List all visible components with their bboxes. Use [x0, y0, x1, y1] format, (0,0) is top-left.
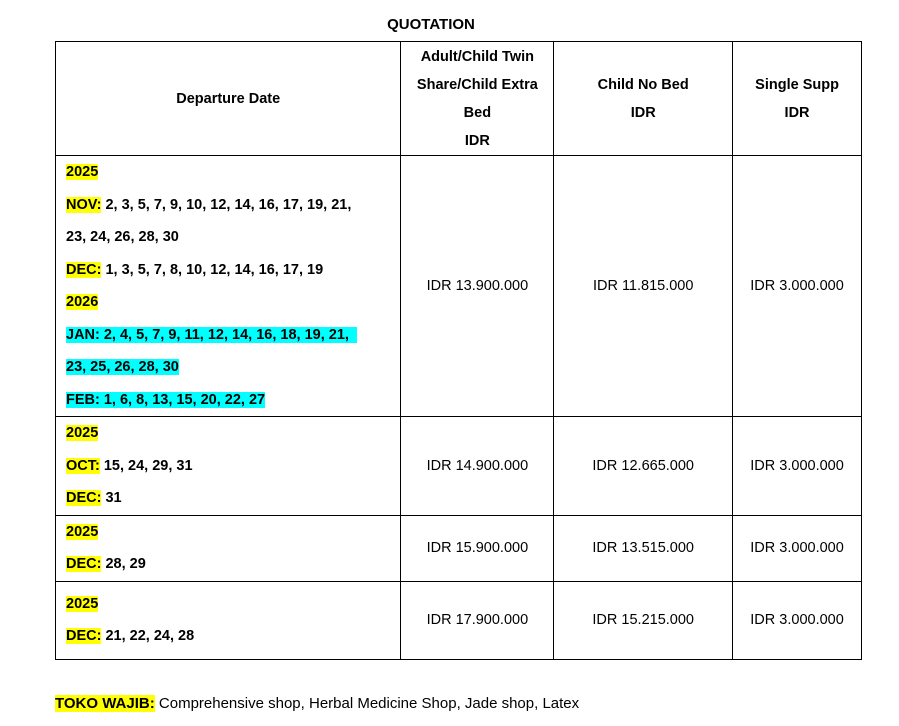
year-label: 2025 [66, 523, 99, 540]
year-label: 2026 [66, 294, 99, 310]
date-line [66, 286, 392, 319]
date-line [66, 548, 392, 581]
page-title: QUOTATION [387, 16, 475, 33]
header-departure-date [56, 42, 401, 156]
date-list: 2, 3, 5, 7, 9, 10, 12, 14, 16, 17, 19, 21, [101, 196, 352, 213]
table-row [56, 515, 862, 581]
year-label: 2025 [66, 595, 99, 612]
date-line [66, 254, 392, 287]
departure-dates-cell [56, 156, 401, 417]
header-adult-line-1: Adult/Child Twin [420, 48, 534, 65]
month-label: DEC: [66, 556, 102, 572]
header-departure-label: Departure Date [176, 90, 281, 107]
year-label: 2025 [66, 425, 99, 441]
header-adult-child-twin [401, 42, 554, 156]
date-line [66, 588, 392, 621]
table-row [56, 156, 862, 417]
adult-price-cell: IDR 13.900.000 [401, 156, 554, 417]
date-list: 31 [101, 490, 122, 506]
header-adult-line-2: Share/Child Extra [416, 76, 538, 93]
date-list: 21, 22, 24, 28 [101, 628, 195, 644]
departure-dates-cell [56, 515, 401, 581]
child-no-bed-price-cell: IDR 15.215.000 [554, 581, 733, 659]
date-list-highlighted: 23, 25, 26, 28, 30 [66, 359, 179, 375]
date-line [66, 620, 392, 653]
child-no-bed-price-cell: IDR 11.815.000 [554, 156, 733, 417]
header-cnb-currency: IDR [630, 104, 656, 121]
month-label: DEC: [66, 628, 102, 644]
adult-price-cell: IDR 15.900.000 [401, 515, 554, 581]
date-line [66, 482, 392, 515]
header-cnb-label: Child No Bed [597, 76, 689, 93]
header-adult-line-3: Bed [463, 104, 492, 121]
mandatory-shops-note [55, 695, 579, 712]
date-line [66, 516, 392, 549]
header-adult-currency: IDR [464, 132, 490, 149]
header-single-label: Single Supp [755, 76, 839, 93]
adult-price-cell: IDR 17.900.000 [401, 581, 554, 659]
month-label: NOV: [66, 196, 102, 213]
month-label: OCT: [66, 457, 100, 474]
mandatory-shops-label: TOKO WAJIB: [55, 695, 155, 712]
quotation-table [55, 41, 862, 660]
child-no-bed-price-cell: IDR 13.515.000 [554, 515, 733, 581]
date-line [66, 417, 392, 450]
date-line [66, 450, 392, 483]
year-label: 2025 [66, 164, 99, 180]
header-single-currency: IDR [784, 104, 810, 121]
month-label: DEC: [66, 490, 102, 506]
date-line [66, 351, 392, 384]
single-supp-price-cell: IDR 3.000.000 [733, 417, 862, 516]
single-supp-price-cell: IDR 3.000.000 [733, 156, 862, 417]
date-list: 23, 24, 26, 28, 30 [66, 229, 179, 245]
date-list: 1, 3, 5, 7, 8, 10, 12, 14, 16, 17, 19 [101, 261, 324, 278]
table-row [56, 581, 862, 659]
date-list: 15, 24, 29, 31 [99, 457, 193, 474]
date-line [66, 189, 392, 222]
month-date-list-highlighted: JAN: 2, 4, 5, 7, 9, 11, 12, 14, 16, 18, 19, 21, [66, 327, 357, 343]
month-label: DEC: [66, 261, 102, 278]
header-child-no-bed [554, 42, 733, 156]
date-line [66, 156, 392, 189]
month-date-list-highlighted: FEB: 1, 6, 8, 13, 15, 20, 22, 27 [66, 391, 266, 408]
table-header-row [56, 42, 862, 156]
adult-price-cell: IDR 14.900.000 [401, 417, 554, 516]
single-supp-price-cell: IDR 3.000.000 [733, 515, 862, 581]
header-single-supp [733, 42, 862, 156]
date-line [66, 221, 392, 254]
date-line [66, 384, 392, 417]
mandatory-shops-list: Comprehensive shop, Herbal Medicine Shop, Jade shop, Latex [154, 695, 580, 712]
departure-dates-cell [56, 581, 401, 659]
child-no-bed-price-cell: IDR 12.665.000 [554, 417, 733, 516]
single-supp-price-cell: IDR 3.000.000 [733, 581, 862, 659]
date-list: 28, 29 [101, 556, 146, 572]
table-row [56, 417, 862, 516]
departure-dates-cell [56, 417, 401, 516]
date-line [66, 319, 392, 352]
